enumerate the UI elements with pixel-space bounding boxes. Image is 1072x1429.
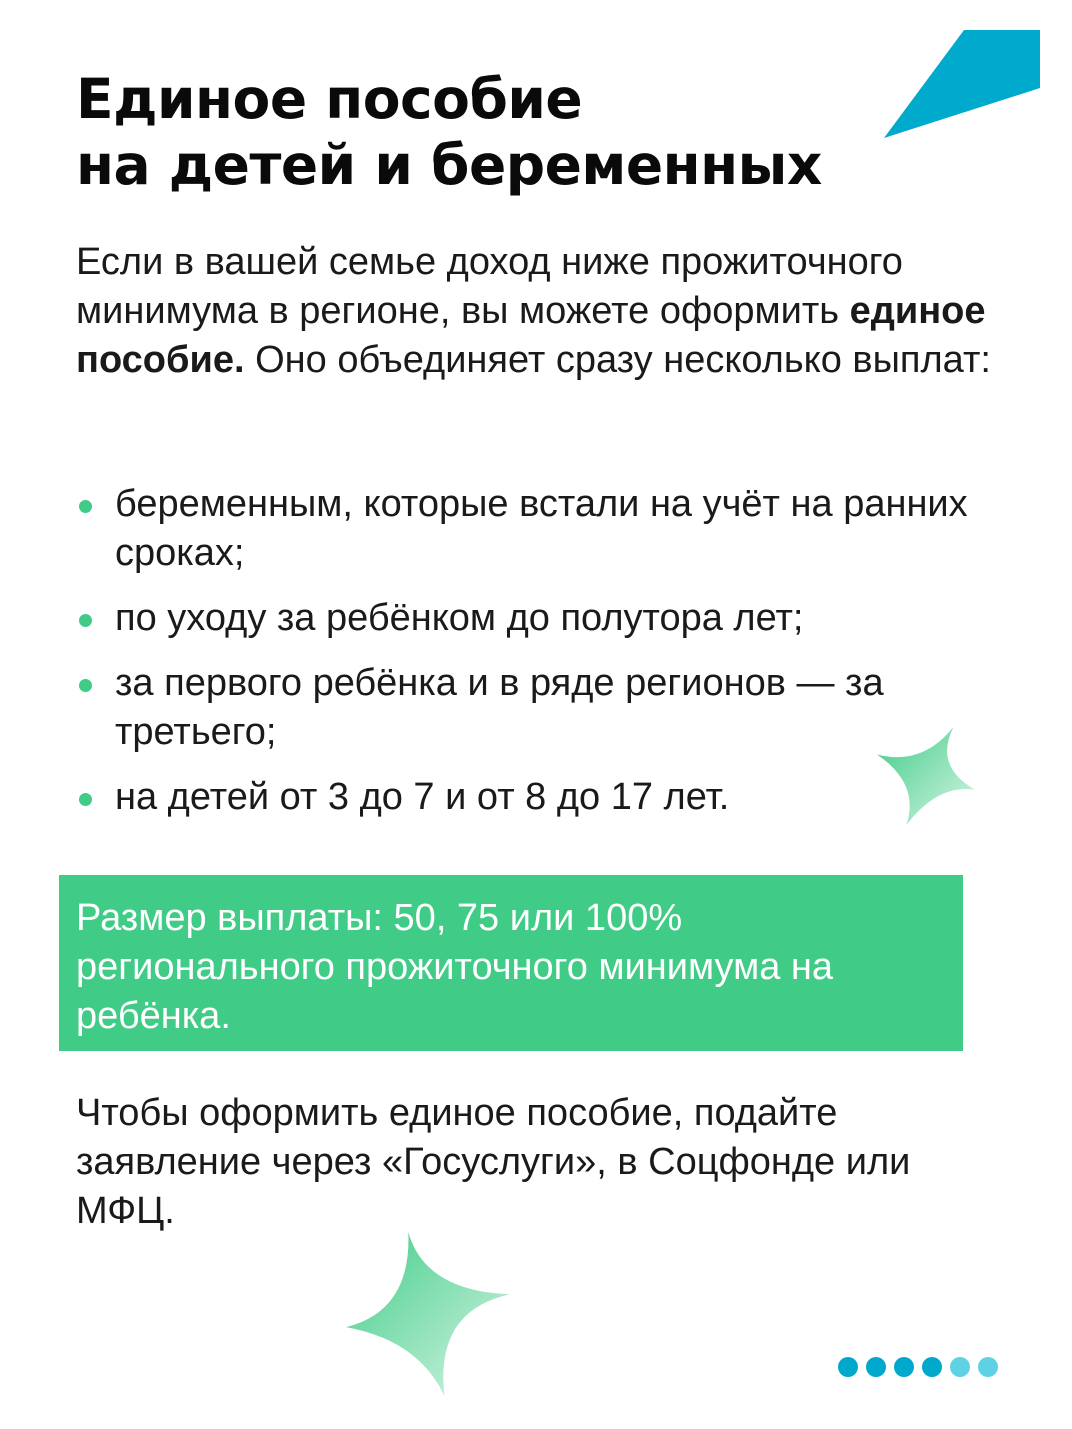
title-line: на детей и беременных xyxy=(76,133,822,197)
sparkle-star-icon xyxy=(344,1232,512,1396)
bullet-dot-icon xyxy=(79,614,92,627)
list-item-text: беременным, которые встали на учёт на ранних сроках; xyxy=(115,483,968,574)
application-info: Чтобы оформить единое пособие, подайте заявление через «Госуслуги», в Соцфонде или МФЦ. xyxy=(76,1092,911,1232)
page-title xyxy=(76,66,822,198)
list-item xyxy=(76,480,996,578)
corner-parallelogram-shape xyxy=(884,30,1040,138)
bullet-dot-icon xyxy=(79,679,92,692)
pagination-dot-1[interactable] xyxy=(838,1357,858,1377)
pagination-dot-5[interactable] xyxy=(950,1357,970,1377)
intro-paragraph xyxy=(76,238,1036,385)
list-item-text: на детей от 3 до 7 и от 8 до 17 лет. xyxy=(115,776,730,818)
intro-text: Оно объединяет сразу несколько выплат: xyxy=(244,339,991,381)
carousel-pagination xyxy=(838,1357,998,1379)
list-item-text: за первого ребёнка и в ряде регионов — за третьего; xyxy=(115,662,884,753)
intro-text: Если в вашей семье доход ниже прожиточного минимума в регионе, вы можете оформить xyxy=(76,241,903,332)
list-item-text: по уходу за ребёнком до полутора лет; xyxy=(115,597,804,639)
pagination-dot-4[interactable] xyxy=(922,1357,942,1377)
list-item xyxy=(76,659,996,757)
banner-text: Размер выплаты: 50, 75 или 100% регионального прожиточного минимума на ребёнка. xyxy=(76,897,834,1037)
pagination-dot-2[interactable] xyxy=(866,1357,886,1377)
intro-bold-text: единое пособие. xyxy=(76,290,986,381)
list-item xyxy=(76,773,996,822)
list-item xyxy=(76,594,996,643)
payments-list xyxy=(76,480,996,822)
title-line: Единое пособие xyxy=(76,67,583,131)
sparkle-star-icon xyxy=(876,727,976,825)
pagination-dot-6[interactable] xyxy=(978,1357,998,1377)
pagination-dot-3[interactable] xyxy=(894,1357,914,1377)
bullet-dot-icon xyxy=(79,500,92,513)
payment-amount-banner xyxy=(59,875,963,1051)
bullet-dot-icon xyxy=(79,793,92,806)
